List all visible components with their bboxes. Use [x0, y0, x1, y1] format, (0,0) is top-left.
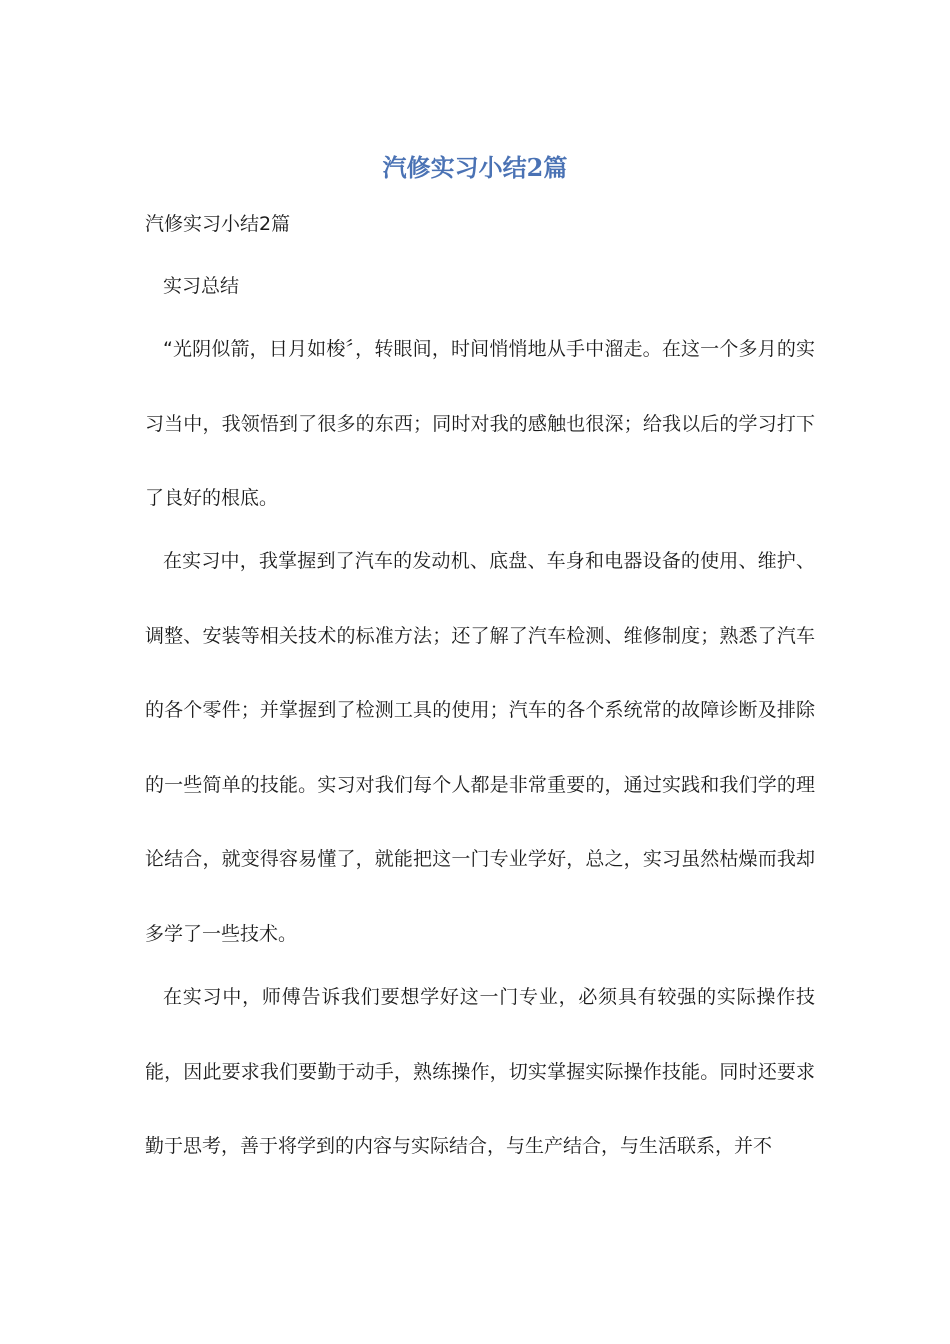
paragraph-3: 在实习中，师傅告诉我们要想学好这一门专业，必须具有较强的实际操作技能，因此要求我们要勤于动手，熟练操作，切实掌握实际操作技能。同时还要求勤于思考，善于将学到的内容与实际结合，与生产结合，与生活联系，并不 [145, 986, 815, 1157]
paragraph-2: 在实习中，我掌握到了汽车的发动机、底盘、车身和电器设备的使用、维护、调整、安装等相关技术的标准方法；还了解了汽车检测、维修制度；熟悉了汽车的各个零件；并掌握到了检测工具的使用；汽车的各个系统常的故障诊断及排除的一些简单的技能。实习对我们每个人都是非常重要的，通过实践和我们学的理论结合，就变得容易懂了，就能把这一门专业学好，总之，实习虽然枯燥而我却多学了一些技术。 [145, 550, 815, 945]
section-heading: 实习总结 [163, 275, 240, 297]
document-title: 汽修实习小结2篇 [382, 153, 568, 182]
paragraph-1: “光阴似箭，日月如梭〞，转眼间，时间悄悄地从手中溜走。在这一个多月的实习当中，我领悟到了很多的东西；同时对我的感触也很深；给我以后的学习打下了良好的根底。 [145, 338, 815, 509]
document-subtitle: 汽修实习小结2篇 [145, 213, 291, 235]
